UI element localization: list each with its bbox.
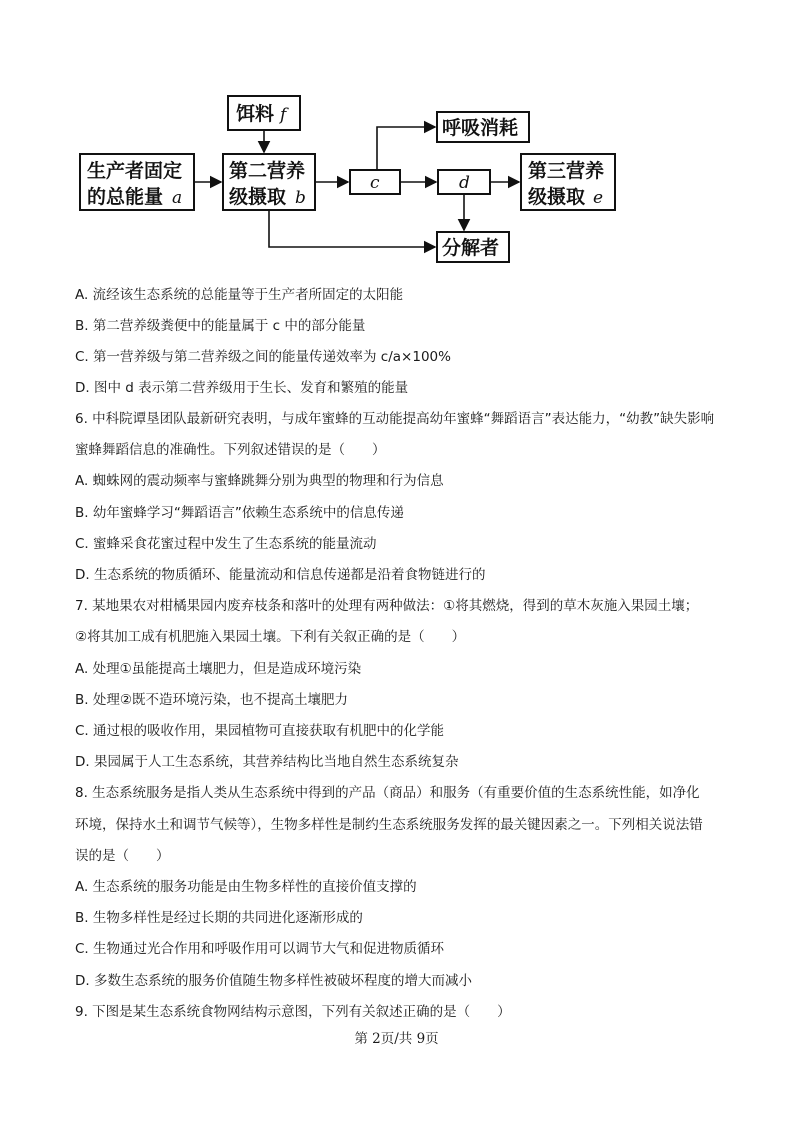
c-box xyxy=(350,170,400,194)
page-footer: 第 2页/共 9页 xyxy=(354,1031,439,1047)
third-line1: 第三营养 xyxy=(528,160,605,182)
d-box xyxy=(438,170,490,194)
option-8b: B. 生物多样性是经过长期的共同进化逐渐形成的 xyxy=(75,910,363,926)
question-7-line2: ②将其加工成有机肥施入果园土壤。下利有关叙正确的是（ ） xyxy=(75,629,466,645)
option-8d: D. 多数生态系统的服务价值随生物多样性被破坏程度的增大而减小 xyxy=(75,973,472,989)
arrow-second-to-decomposer xyxy=(269,210,435,247)
producer-line1: 生产者固定 xyxy=(87,160,183,182)
second-line2: 级摄取 xyxy=(229,186,287,208)
second-trophic-box xyxy=(223,154,315,210)
question-8-line1: 8. 生态系统服务是指人类从生态系统中得到的产品（商品）和服务（有重要价值的生态系统性能，如净化 xyxy=(75,785,700,801)
question-6-line1: 6. 中科院谭垦团队最新研究表明，与成年蜜蜂的互动能提高幼年蜜蜂“舞蹈语言”表达能力，“幼教”缺失影响 xyxy=(75,411,715,427)
third-line2: 级摄取 xyxy=(528,186,586,208)
question-7-line1: 7. 某地果农对柑橘果园内废弃枝条和落叶的处理有两种做法：①将其燃烧，得到的草木灰施入果园土壤； xyxy=(75,598,699,614)
question-8-line2: 环境，保持水土和调节气候等），生物多样性是制约生态系统服务发挥的最关键因素之一。下列相关说法错 xyxy=(75,817,703,833)
d-label: d xyxy=(459,173,470,193)
option-7d: D. 果园属于人工生态系统，其营养结构比当地自然生态系统复杂 xyxy=(75,754,459,770)
option-5a: A. 流经该生态系统的总能量等于生产者所固定的太阳能 xyxy=(75,287,404,303)
energy-flow-svg xyxy=(70,88,630,273)
option-8c: C. 生物通过光合作用和呼吸作用可以调节大气和促进物质循环 xyxy=(75,941,445,957)
energy-flow-diagram xyxy=(70,88,630,273)
respiration-label: 呼吸消耗 xyxy=(442,117,519,139)
option-6b: B. 幼年蜜蜂学习“舞蹈语言”依赖生态系统中的信息传递 xyxy=(75,505,404,521)
feed-label: 饵料 xyxy=(236,103,275,125)
option-5d: D. 图中 d 表示第二营养级用于生长、发育和繁殖的能量 xyxy=(75,380,409,396)
third-var: e xyxy=(593,188,604,208)
second-var: b xyxy=(295,188,306,208)
producer-box xyxy=(80,154,194,210)
option-7c: C. 通过根的吸收作用，果园植物可直接获取有机肥中的化学能 xyxy=(75,723,445,739)
option-8a: A. 生态系统的服务功能是由生物多样性的直接价值支撑的 xyxy=(75,879,417,895)
third-trophic-box xyxy=(521,154,615,210)
option-7a: A. 处理①虽能提高土壤肥力，但是造成环境污染 xyxy=(75,661,362,677)
decomposer-label: 分解者 xyxy=(442,237,500,259)
option-7b: B. 处理②既不造环境污染，也不提高土壤肥力 xyxy=(75,692,348,708)
c-label: c xyxy=(370,173,380,193)
option-6c: C. 蜜蜂采食花蜜过程中发生了生态系统的能量流动 xyxy=(75,536,377,552)
option-6d: D. 生态系统的物质循环、能量流动和信息传递都是沿着食物链进行的 xyxy=(75,567,486,583)
decomposer-box xyxy=(437,232,509,262)
option-5c: C. 第一营养级与第二营养级之间的能量传递效率为 c/a×100% xyxy=(75,349,451,365)
respiration-box xyxy=(437,112,529,142)
second-line1: 第二营养 xyxy=(229,160,306,182)
option-6a: A. 蜘蛛网的震动频率与蜜蜂跳舞分别为典型的物理和行为信息 xyxy=(75,473,444,489)
producer-var: a xyxy=(172,188,183,208)
question-6-line2: 蜜蜂舞蹈信息的准确性。下列叙述错误的是（ ） xyxy=(75,442,386,458)
producer-line2: 的总能量 xyxy=(87,186,164,208)
feed-var: f xyxy=(280,105,287,125)
arrow-c-to-respiration xyxy=(377,127,435,170)
question-8-line3: 误的是（ ） xyxy=(75,848,170,864)
question-9-line1: 9. 下图是某生态系统食物网结构示意图，下列有关叙述正确的是（ ） xyxy=(75,1004,511,1020)
feed-box xyxy=(228,96,300,130)
option-5b: B. 第二营养级粪便中的能量属于 c 中的部分能量 xyxy=(75,318,366,334)
